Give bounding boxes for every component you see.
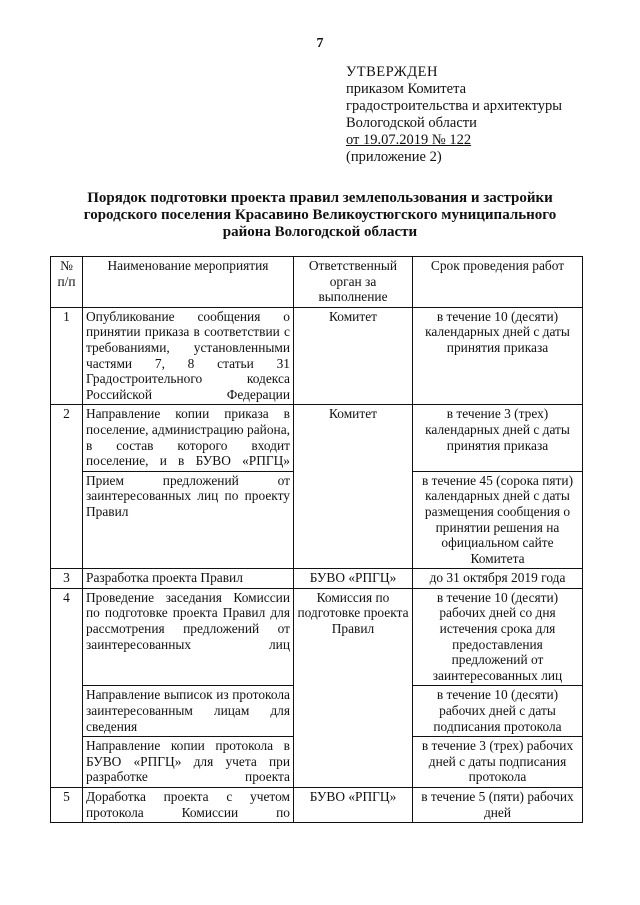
approval-heading: УТВЕРЖДЕН [346, 64, 438, 80]
row-deadline: до 31 октября 2019 года [413, 569, 583, 589]
table-row [51, 569, 583, 589]
approval-line: градостроительства и архитектуры [346, 98, 563, 114]
row-deadline: в течение 10 (десяти) рабочих дней со дня истечения срока для предоставления предложений от заинтересованных лиц [413, 588, 583, 686]
table-row [51, 405, 583, 471]
approval-block [346, 64, 616, 166]
row-num: 1 [51, 307, 83, 405]
row-deadline: в течение 3 (трех) календарных дней с даты принятия приказа [413, 405, 583, 471]
header-name: Наименование мероприятия [83, 257, 294, 308]
document-title-line: городского поселения Красавино Великоустюгского муниципального [83, 207, 557, 223]
table-row [51, 788, 583, 823]
header-term: Срок проведения работ [413, 257, 583, 308]
row-activity: Направление выписок из протокола заинтересованным лицам для сведения [83, 686, 294, 737]
document-title [60, 190, 580, 241]
row-responsible: БУВО «РПГЦ» [294, 569, 413, 589]
table-header-row [51, 257, 583, 308]
row-activity: Доработка проекта с учетом протокола Комиссии по [83, 788, 294, 823]
row-activity: Прием предложений от заинтересованных лиц по проекту Правил [83, 471, 294, 569]
row-num: 5 [51, 788, 83, 823]
row-responsible: БУВО «РПГЦ» [294, 788, 413, 823]
row-deadline: в течение 45 (сорока пяти) календарных дней с даты размещения сообщения о принятии решения на официальном сайте Комитета [413, 471, 583, 569]
row-activity: Опубликование сообщения о принятии приказа в соответствии с требованиями, установленными частями 7, 8 статьи 31 Градостроительного кодекса Российской Федерации [83, 307, 294, 405]
table-row [51, 588, 583, 686]
row-num: 3 [51, 569, 83, 589]
row-num: 4 [51, 588, 83, 787]
approval-appendix: (приложение 2) [346, 149, 442, 165]
header-org: Ответственный орган за выполнение [294, 257, 413, 308]
row-responsible: Комитет [294, 307, 413, 405]
row-activity: Направление копии протокола в БУВО «РПГЦ» для учета при разработке проекта [83, 737, 294, 788]
row-num: 2 [51, 405, 83, 569]
page-number: 7 [316, 36, 324, 51]
row-responsible: Комитет [294, 405, 413, 569]
row-activity: Направление копии приказа в поселение, администрацию района, в состав которого входит поселение, и в БУВО «РПГЦ» [83, 405, 294, 471]
row-activity: Проведение заседания Комиссии по подготовке проекта Правил для рассмотрения предложений от заинтересованных лиц [83, 588, 294, 686]
row-deadline: в течение 5 (пяти) рабочих дней [413, 788, 583, 823]
row-deadline: в течение 3 (трех) рабочих дней с даты подписания протокола [413, 737, 583, 788]
row-responsible: Комиссия по подготовке проекта Правил [294, 588, 413, 787]
document-title-line: Порядок подготовки проекта правил землепользования и застройки [87, 190, 553, 206]
schedule-table [50, 256, 583, 823]
row-deadline: в течение 10 (десяти) рабочих дней с даты подписания протокола [413, 686, 583, 737]
row-deadline: в течение 10 (десяти) календарных дней с даты принятия приказа [413, 307, 583, 405]
header-num: № п/п [51, 257, 83, 308]
approval-line: приказом Комитета [346, 81, 467, 97]
approval-line: Вологодской области [346, 115, 477, 131]
approval-date: от 19.07.2019 № 122 [346, 132, 472, 148]
row-activity: Разработка проекта Правил [83, 569, 294, 589]
document-title-line: района Вологодской области [222, 224, 418, 240]
table-row [51, 307, 583, 405]
